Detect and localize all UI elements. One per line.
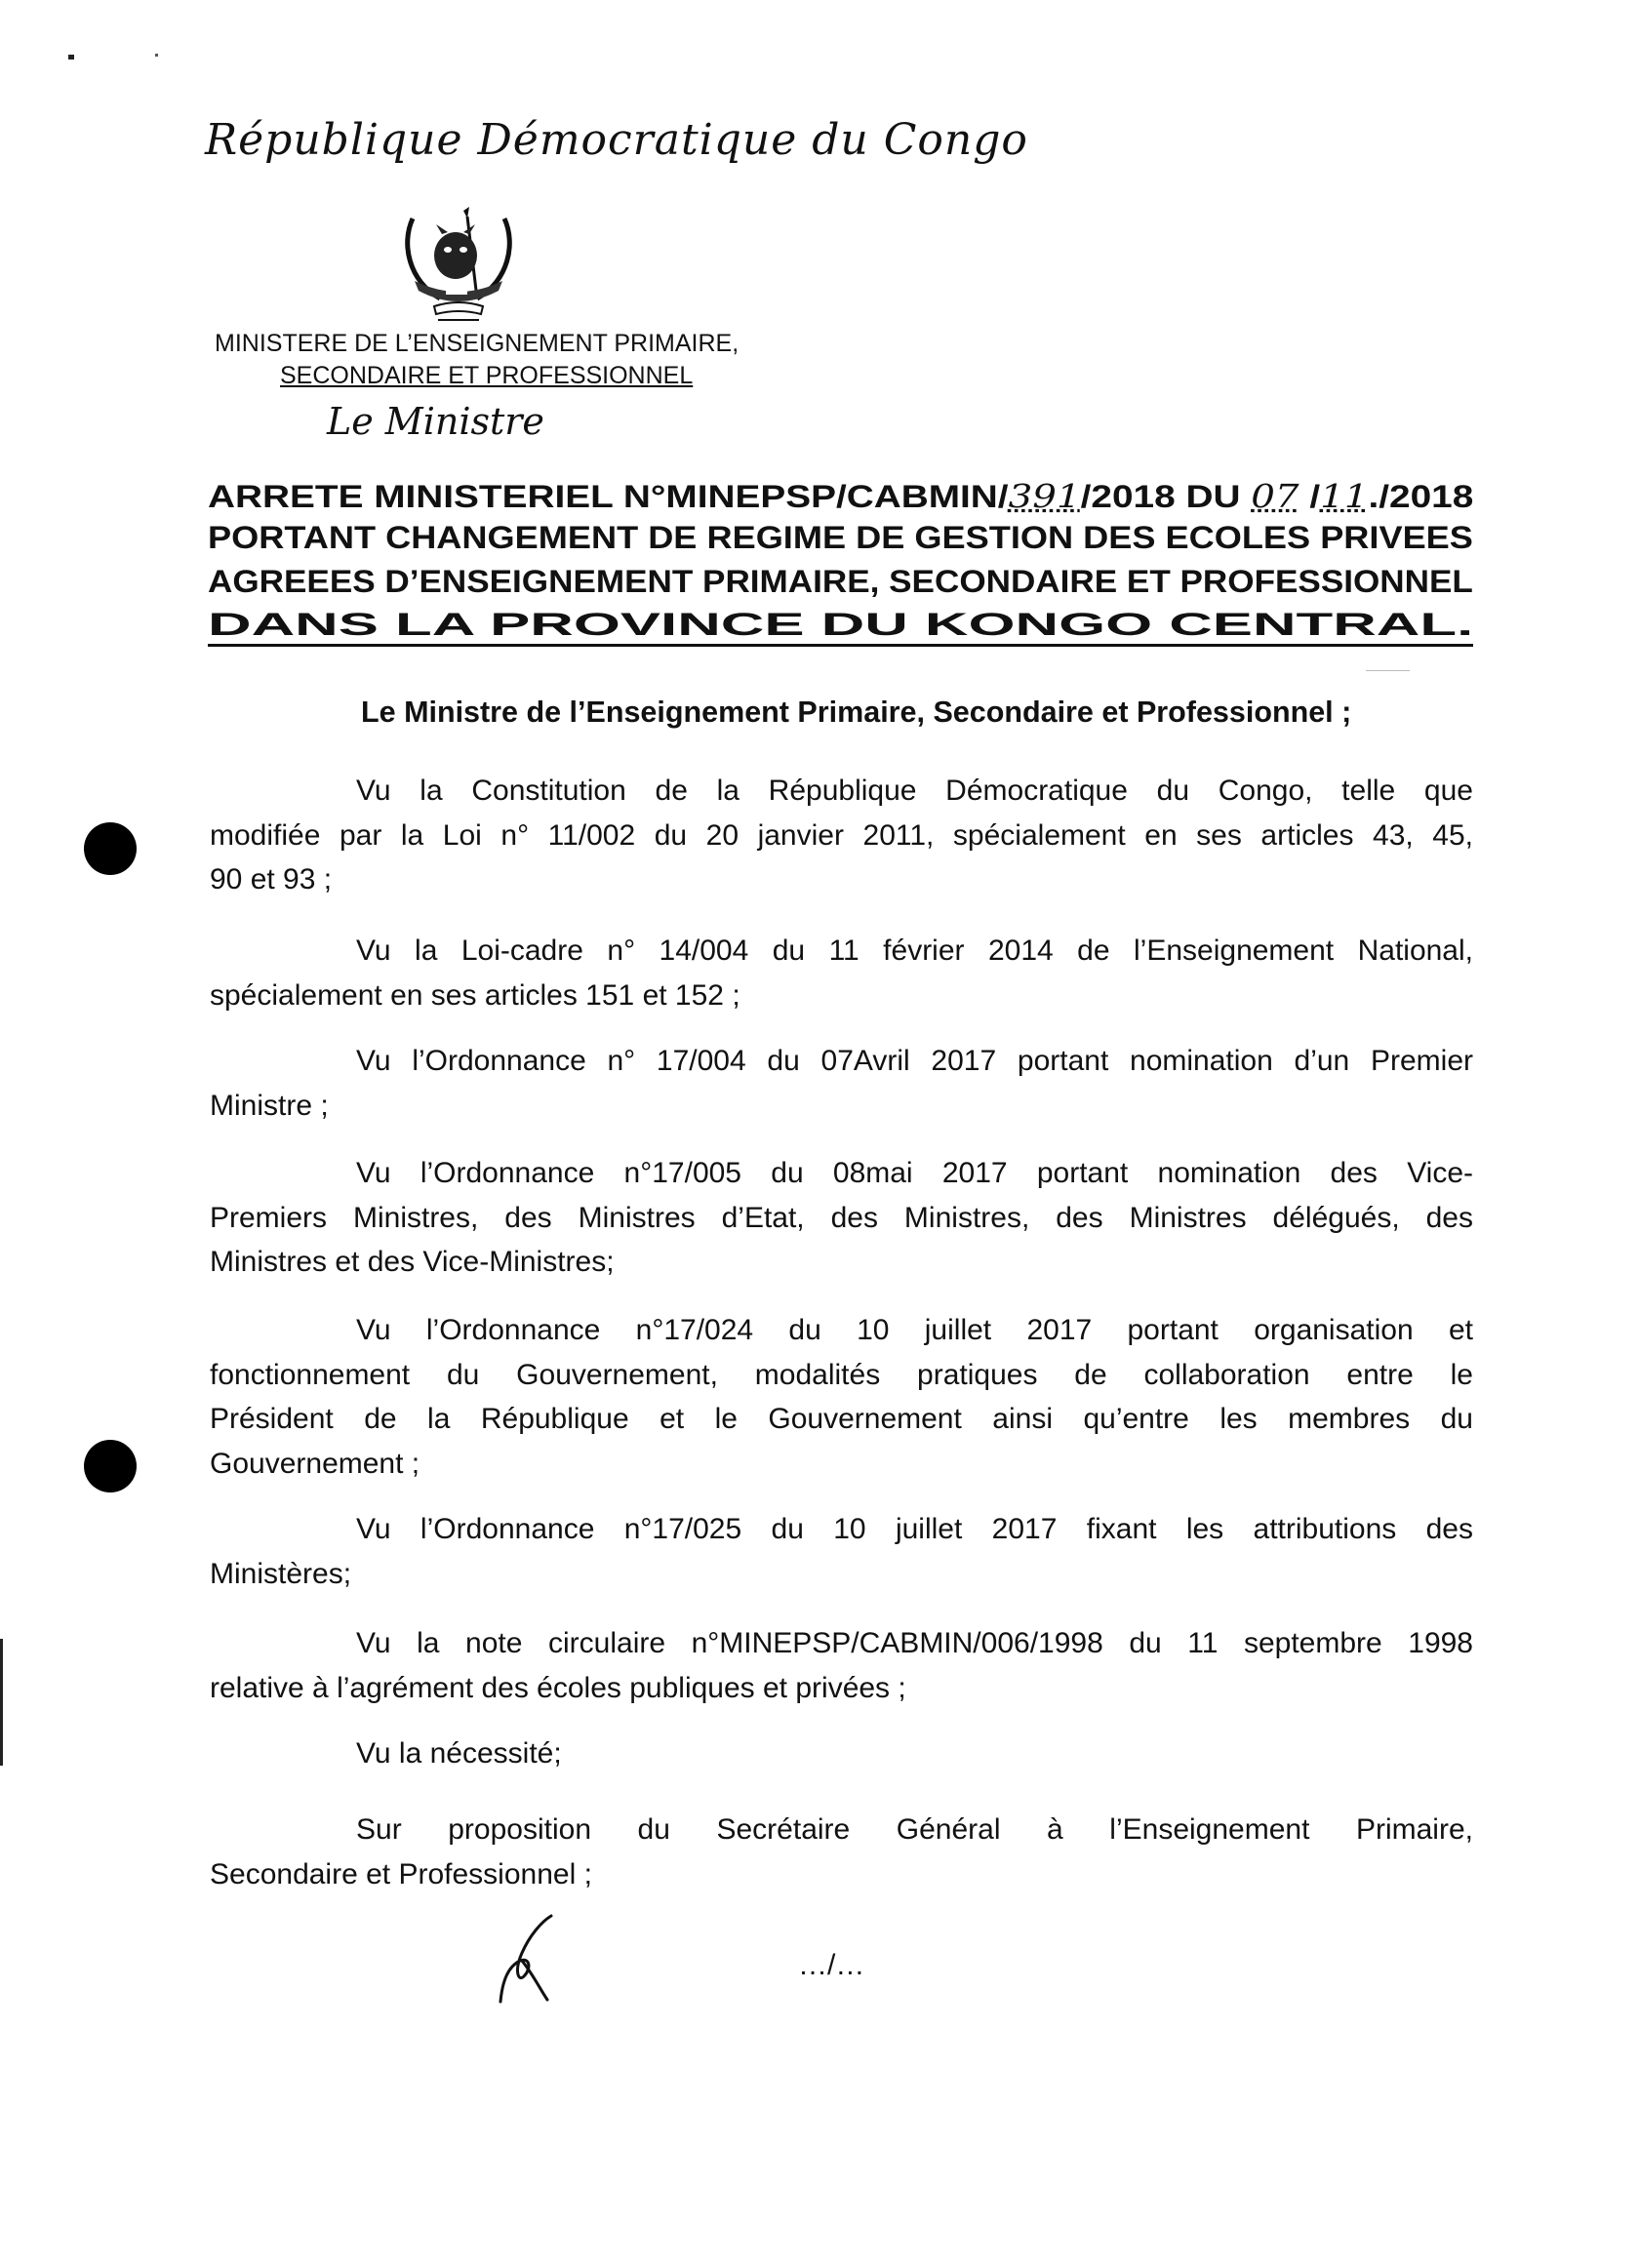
decree-number-prefix: ARRETE MINISTERIEL N°MINEPSP/CABMIN/ <box>208 479 1009 514</box>
scan-margin-bar <box>0 1639 3 1766</box>
paragraph-line: Vu l’Ordonnance n°17/005 du 08mai 2017 portant nomination des Vice- <box>356 1157 1473 1189</box>
paragraph-line: Gouvernement ; <box>210 1447 420 1480</box>
scan-speck <box>68 55 74 60</box>
paragraph-constitution <box>210 769 1473 902</box>
paragraph-ordonnance-17-004 <box>210 1039 1473 1128</box>
punch-hole-mark <box>84 822 137 875</box>
paragraph-line: fonctionnement du Gouvernement, modalités pratiques de collaboration entre le <box>210 1358 1473 1391</box>
paragraph-line: Vu l’Ordonnance n° 17/004 du 07Avril 2017 portant nomination d’un Premier <box>356 1045 1473 1077</box>
ministry-name-line1: MINISTERE DE L’ENSEIGNEMENT PRIMAIRE, <box>215 330 740 357</box>
paragraph-proposition <box>210 1808 1473 1896</box>
paragraph-line: Vu la note circulaire n°MINEPSP/CABMIN/006/1998 du 11 septembre 1998 <box>356 1627 1473 1659</box>
paragraph-line: Secondaire et Professionnel ; <box>210 1857 592 1890</box>
paragraph-note-circulaire <box>210 1621 1473 1710</box>
paragraph-necessite <box>210 1731 1473 1776</box>
minister-preamble: Le Ministre de l’Enseignement Primaire, Secondaire et Professionnel ; <box>361 696 1352 729</box>
handwritten-day: 07 <box>1251 478 1299 515</box>
paragraph-line: modifiée par la Loi n° 11/002 du 20 janvier 2011, spécialement en ses articles 43, 45, <box>210 818 1473 852</box>
paragraph-line: Vu la nécessité; <box>356 1737 562 1770</box>
paragraph-line: Vu l’Ordonnance n°17/025 du 10 juillet 2017 fixant les attributions des <box>356 1513 1473 1545</box>
paragraph-line: Président de la République et le Gouvernement ainsi qu’entre les membres du <box>210 1403 1473 1435</box>
paragraph-loi-cadre <box>210 929 1473 1017</box>
paragraph-line: Premiers Ministres, des Ministres d’Etat, des Ministres, des Ministres délégués, des <box>210 1201 1473 1234</box>
le-ministre-heading: Le Ministre <box>327 400 544 443</box>
handwritten-month: 11 <box>1320 478 1369 515</box>
paragraph-ordonnance-17-005 <box>210 1151 1473 1285</box>
paragraph-line: spécialement en ses articles 151 et 152 ; <box>210 978 740 1012</box>
paragraph-ordonnance-17-024 <box>210 1308 1473 1486</box>
paragraph-line: 90 et 93 ; <box>210 863 333 895</box>
date-separator: / <box>1299 479 1321 514</box>
decree-title-line3: AGREEES D’ENSEIGNEMENT PRIMAIRE, SECONDAIRE ET PROFESSIONNEL <box>208 564 1473 599</box>
paragraph-line: Ministères; <box>210 1557 352 1590</box>
faint-rule <box>1366 670 1410 671</box>
title-underline-rule <box>208 644 1473 647</box>
coat-of-arms-icon <box>395 205 522 324</box>
page-continuation-mark: …/… <box>798 1949 865 1981</box>
paragraph-line: Vu l’Ordonnance n°17/024 du 10 juillet 2017 portant organisation et <box>356 1314 1473 1346</box>
paragraph-line: relative à l’agrément des écoles publiques et privées ; <box>210 1671 906 1704</box>
handwritten-decree-number: 391 <box>1008 478 1081 515</box>
punch-hole-mark <box>84 1440 137 1492</box>
decree-year: ./2018 <box>1368 479 1474 514</box>
handwritten-initial-icon <box>493 1912 561 2009</box>
ministry-name-line2: SECONDAIRE ET PROFESSIONNEL <box>280 362 694 389</box>
paragraph-line: Vu la Constitution de la République Démocratique du Congo, telle que <box>356 775 1473 807</box>
decree-title-line1 <box>208 478 1473 515</box>
paragraph-line: Sur proposition du Secrétaire Général à l’Enseignement Primaire, <box>356 1813 1473 1846</box>
decree-title-line4: DANS LA PROVINCE DU KONGO CENTRAL. <box>208 607 1474 642</box>
decree-title-line2: PORTANT CHANGEMENT DE REGIME DE GESTION DES ECOLES PRIVEES <box>208 520 1473 555</box>
scan-speck <box>155 54 158 57</box>
paragraph-line: Vu la Loi-cadre n° 14/004 du 11 février 2014 de l’Enseignement National, <box>356 935 1473 967</box>
paragraph-line: Ministres et des Vice-Ministres; <box>210 1246 615 1278</box>
decree-date-prefix: /2018 DU <box>1080 479 1252 514</box>
paragraph-ordonnance-17-025 <box>210 1507 1473 1596</box>
republic-heading: République Démocratique du Congo <box>205 115 1028 165</box>
paragraph-line: Ministre ; <box>210 1089 329 1122</box>
